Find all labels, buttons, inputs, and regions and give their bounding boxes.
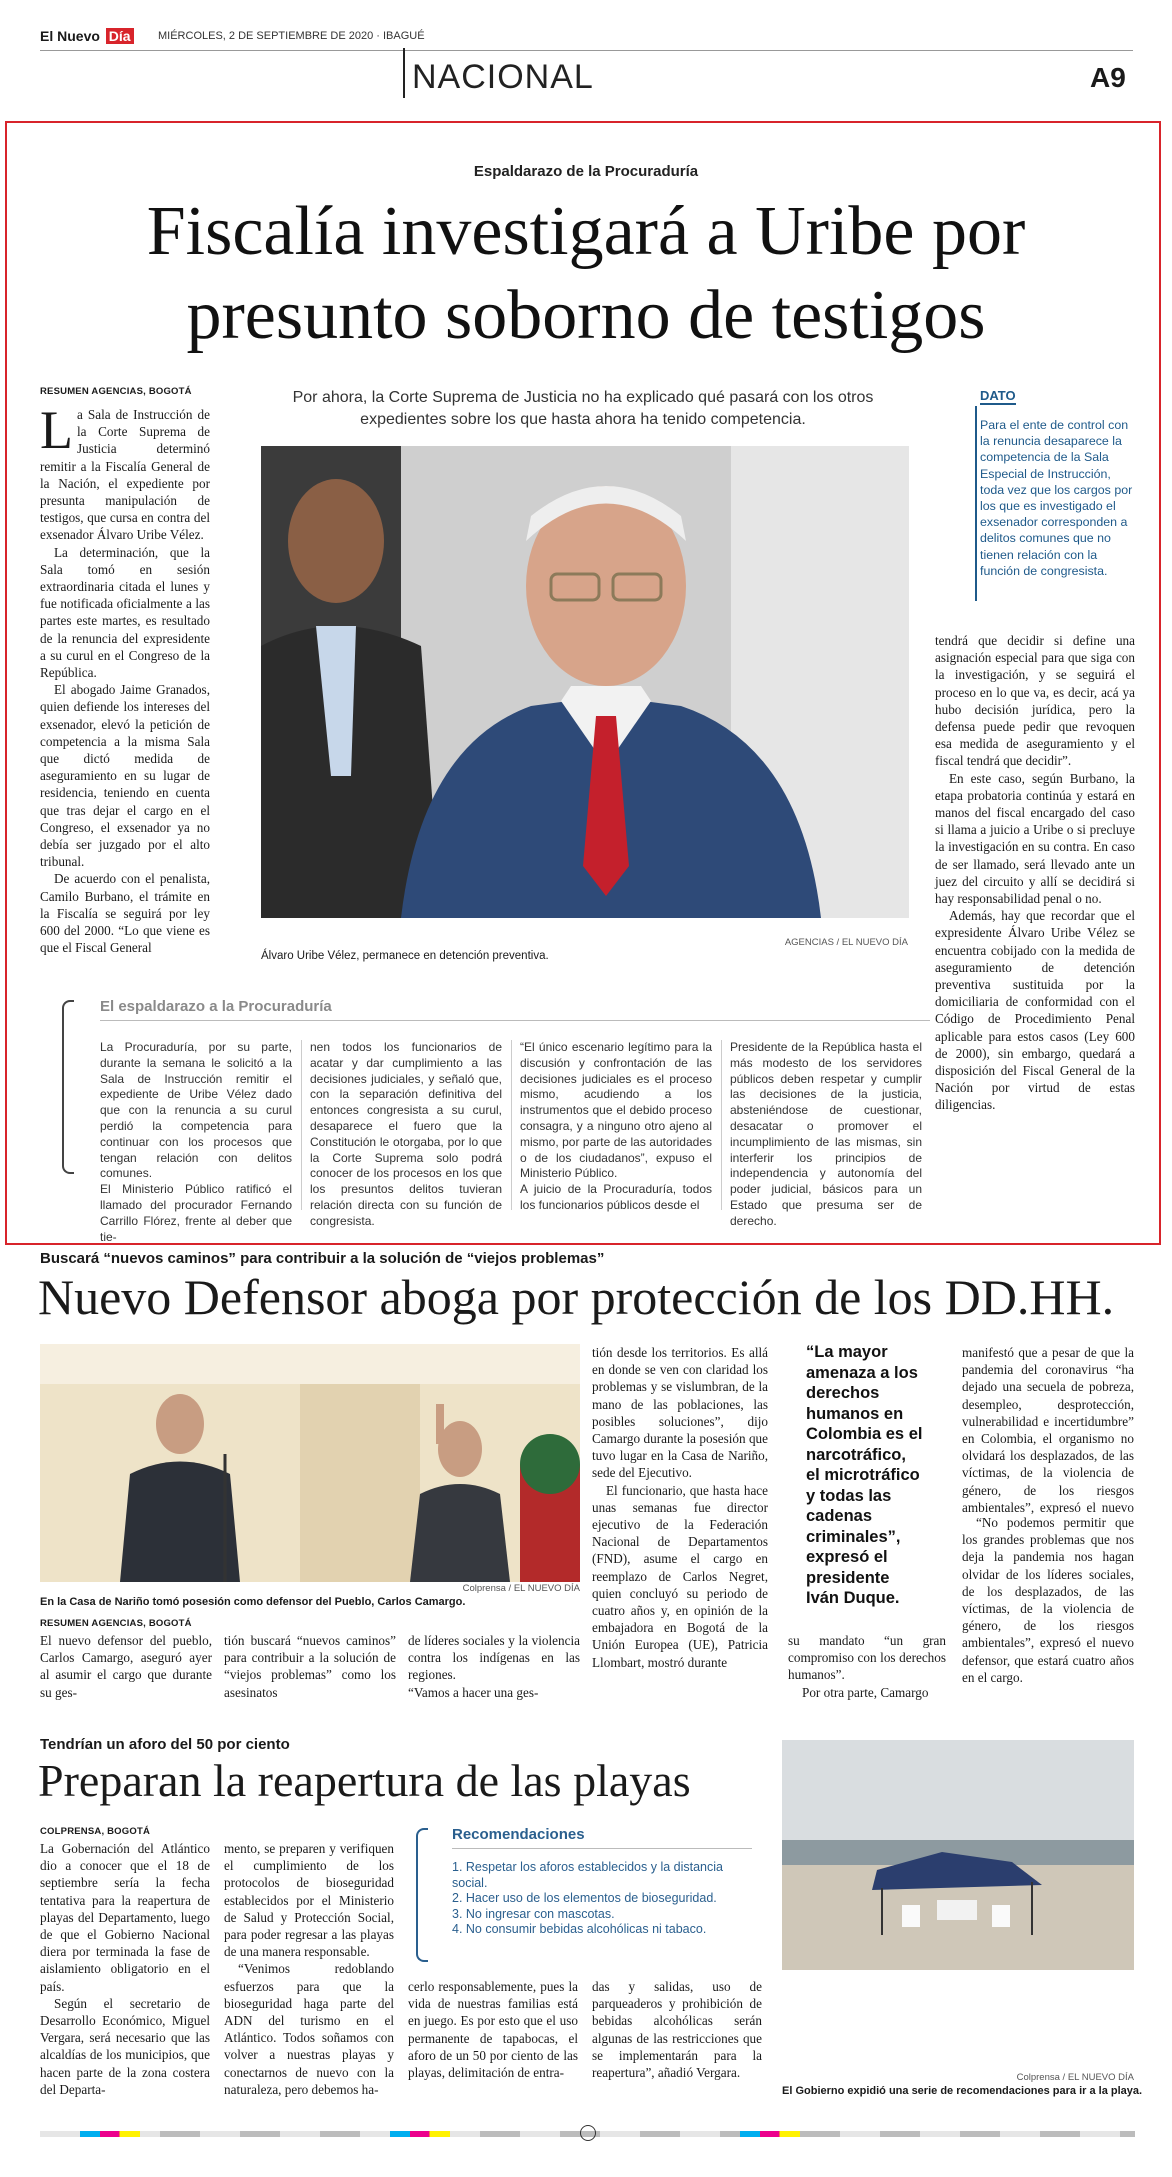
photo-caption: En la Casa de Nariño tomó posesión como defensor del Pueblo, Carlos Camargo. [40,1596,466,1608]
color-bar-mid [390,2131,450,2137]
box-title: El espaldarazo a la Procuraduría [100,998,332,1015]
dropcap: L [40,400,73,460]
paragraph: Según el secretario de Desarrollo Económico, Miguel Vergara, será necesario que las alcaldías de los municipios, que hacen parte de la zona costera del Departa- [40,1995,210,2097]
paragraph: La Gobernación del Atlántico dio a conocer que el 18 de septiembre sería la fecha tentativa para la reapertura de playas del Departamento, luego de que el Gobierno Nacional diera por terminada la fase de aislamiento obligatorio en el país. [40,1841,210,1994]
article3-byline: COLPRENSA, BOGOTÁ [40,1826,151,1837]
article3-column: das y salidas, uso de parqueaderos y prohibición de bebidas alcohólicas serán algunas de las restricciones que se implementarán para la reapertura”, añadió Vergara. [592,1979,762,2081]
box-divider [721,1040,722,1210]
photo-illustration [782,1740,1134,1970]
paragraph: mento, se preparen y verifiquen el cumplimiento de los protocolos de bioseguridad establecidos por el Ministerio de Salud y Protección Social, para poder regresar a las playas de una manera responsable. [224,1841,394,1960]
article3-column: cerlo responsablemente, pues la vida de nuestras familias está en juego. Es por esto que el uso permanente de tapabocas, el aforo de un 50 por ciento de las playas, delimitación de entra- [408,1979,578,2081]
paragraph: tendrá que decidir si define una asignación especial para que siga con la investigación, y se seguirá el proceso en lo que va, es decir, acá ya hubo decisión jurídica, pero la defensa puede pedir que revoquen esa medida de aseguramiento y el fiscal tendrá que decidir”. [935,633,1135,769]
section-divider [403,48,405,98]
article2-column [788,1632,946,1701]
box-column: “El único escenario legítimo para la discusión y confrontación de las decisiones judiciales es el proceso mismo, acudiendo a los instrumentos que el debido proceso consagra, y a ninguno otro ajeno al mismo, por parte de las autoridades o de los ciudadanos”, expuso el Ministerio Público. A juicio de la Procuraduría, todos los funcionarios públicos desde el [520,1040,712,1212]
photo-credit: AGENCIAS / EL NUEVO DÍA [784,937,908,948]
photo-caption: El Gobierno expidió una serie de recomendaciones para ir a la playa. [782,2085,1143,2097]
reco-item: 2. Hacer uso de los elementos de bioseguridad. [452,1891,717,1905]
box-bracket [62,1000,74,1174]
reco-title-rule [452,1848,752,1849]
paragraph [40,400,210,544]
photo-credit: Colprensa / EL NUEVO DÍA [1016,2072,1134,2083]
article1-byline: RESUMEN AGENCIAS, BOGOTÁ [40,386,192,397]
paragraph: “No podemos permitir que los grandes problemas que nos deja la pandemia nos hagan olvidar de los líderes sociales, de los desplazados, de las víctimas, de la violencia de género, de los riesgos ambientales”, expresó el nuevo defensor, que estará cuatro años en el cargo. [962,1515,1134,1685]
photo-illustration [261,446,909,918]
paragraph: “Venimos redoblando esfuerzos para que la bioseguridad haga parte del ADN del turismo en el Atlántico. Todos soñamos con volver a nuestras playas y conectarnos de nuevo con la naturaleza, pero debemos ha- [224,1961,394,2097]
article1-headline [0,190,1172,358]
reco-title: Recomendaciones [452,1826,585,1843]
photo-credit: Colprensa / EL NUEVO DÍA [462,1583,580,1594]
reco-item: 1. Respetar los aforos establecidos y la distancia social. [452,1860,723,1890]
paragraph-text: a Sala de Instrucción de la Corte Suprema de Justicia determinó remitir a la Fiscalía General de la Nación, el expediente por presunta manipulación de testigos, que cursa en contra del exsenador Álvaro Uribe Vélez. [40,407,210,543]
paragraph: La determinación, que la Sala tomó en sesión extraordinaria citada el lunes y fue notificada oficialmente a las partes este martes, es resultado de la renuncia del expresidente a su curul en el Congreso de la República. [40,544,210,681]
color-bar-left [80,2131,140,2137]
paragraph: Por otra parte, Camargo [802,1684,929,1700]
pull-quote: “La mayor amenaza a los derechos humanos en Colombia es el narcotráfico, el microtráfico y todas las cadenas criminales”, expresó el presidente Iván Duque. [806,1343,923,1607]
article1-column-right [935,632,1135,1114]
box-divider [301,1040,302,1210]
section-name: NACIONAL [412,58,594,96]
logo-text-accent: Día [106,28,134,44]
article3-column [224,1840,394,2098]
article2-column [962,1344,1134,1686]
photo-caption: Álvaro Uribe Vélez, permanece en detención preventiva. [261,950,549,962]
page-number: A9 [1090,62,1126,93]
article2-column: El nuevo defensor del pueblo, Carlos Camargo, aseguró ayer al asumir el cargo que durante su ges- [40,1633,212,1700]
registration-mark-icon [580,2125,596,2141]
dato-rule [975,406,977,601]
reco-item: 4. No consumir bebidas alcohólicas ni tabaco. [452,1922,707,1936]
article2-column [592,1344,768,1671]
article2-column: de líderes sociales y la violencia contra los indígenas en las regiones. “Vamos a hacer una ges- [408,1633,580,1700]
article1-deck: Por ahora, la Corte Suprema de Justicia no ha explicado qué pasará con los otros expedientes sobre los que hasta ahora ha tenido competencia. [292,389,874,428]
paragraph: manifestó que a pesar de que la pandemia del coronavirus “ha dejado una secuela de pobreza, desempleo, desprotección, vulnerabilidad e incertidumbre” en Colombia, el organismo no olvidará los desplazados, de las víctimas, de la violencia de género, de los riesgos ambientales”, expresó el nuevo [962,1345,1134,1514]
masthead [40,28,1140,48]
paragraph: De acuerdo con el penalista, Camilo Burbano, el trámite en la Fiscalía se seguirá por ley 600 del 2000. “Lo que viene es que el Fiscal General [40,871,210,956]
box-divider [511,1040,512,1210]
photo-illustration [40,1344,580,1582]
reco-bracket [416,1828,428,1962]
article2-byline: RESUMEN AGENCIAS, BOGOTÁ [40,1618,192,1629]
article2-photo [40,1344,580,1582]
dato-text: Para el ente de control con la renuncia desaparece la competencia de la Sala Especial de Instrucción, toda vez que los cargos por los que es investigado el exsenador corresponden a delitos comunes que no tienen relación con la función de congresista. [980,418,1133,578]
logo-text: El Nuevo [40,28,100,44]
paragraph: tión desde los territorios. Es allá en donde se ven con claridad los problemas y se vislumbran, de la mano de las poblaciones, las posibles soluciones”, dijo Camargo durante la posesión que tuvo lugar en la Casa de Nariño, sede del Ejecutivo. [592,1345,768,1481]
article3-photo [782,1740,1134,1970]
article2-headline: Nuevo Defensor aboga por protección de los DD.HH. [38,1269,1115,1325]
paragraph: En este caso, según Burbano, la etapa probatoria continúa y estará en manos del fiscal encargado del caso si llama a juicio a Uribe o si precluye la investigación en su contra. En caso de ser llamado, será llevado ante un juez del circuito y allí se decidirá si hay responsabilidad penal o no. [935,770,1135,907]
article2-column: tión buscará “nuevos caminos” para contribuir a la solución de “viejos problemas” como los asesinatos [224,1633,396,1700]
paragraph: Además, hay que recordar que el expresidente Álvaro Uribe Vélez se encuentra cobijado con la medida de aseguramiento de detención preventiva sustituida por la domiciliaria de conformidad con el Código de Procedimiento Penal aplicable para estos casos (Ley 600 de 2000), sin embargo, quedará a disposición del Fiscal General de la Nación por virtud de estas diligencias. [935,908,1135,1113]
dato-label: DATO [980,388,1016,403]
headline-line: presunto soborno de testigos [186,277,986,354]
article3-headline: Preparan la reapertura de las playas [38,1755,691,1806]
article3-column [40,1840,210,2098]
date-line: MIÉRCOLES, 2 DE SEPTIEMBRE DE 2020 · IBAGUÉ [158,30,425,42]
masthead-rule [40,50,1133,51]
headline-line: Fiscalía investigará a Uribe por [146,193,1026,270]
box-title-rule [100,1020,930,1021]
article1-column-left [40,400,210,957]
article3-kicker: Tendrían un aforo del 50 por ciento [40,1736,290,1753]
reco-list [452,1860,752,1938]
article2-kicker: Buscará “nuevos caminos” para contribuir a la solución de “viejos problemas” [40,1250,605,1267]
box-column: nen todos los funcionarios de acatar y dar cumplimiento a las decisiones judiciales, y señaló que, con la separación definitiva del entonces congresista a su curul, desaparece el fuero que la Constitución le otorgaba, por lo que la Corte Suprema solo podrá conocer de los procesos en los que los presuntos delitos tuvieran relación directa con su función de congresista. [310,1040,502,1228]
article1-kicker: Espaldarazo de la Procuraduría [473,163,699,180]
box-column: La Procuraduría, por su parte, durante la semana le solicitó a la Sala de Instrucción remitir el expediente de Uribe Vélez dado que con la renuncia a su curul perdió la competencia para continuar con los procesos que tengan relación con delitos comunes. El Ministerio Público ratificó el llamado del procurador Fernando Carrillo Flórez, frente al deber que tie- [100,1040,292,1244]
reco-item: 3. No ingresar con mascotas. [452,1906,615,1921]
paragraph: su mandato “un gran compromiso con los derechos humanos”. [788,1633,946,1683]
box-column: Presidente de la República hasta el más modesto de los servidores públicos deben respetar y cumplir las decisiones de la justicia, absteniéndose de cuestionar, desacatar o promover el incumplimiento de las mismas, sin interferir los principios de independencia y autonomía del poder judicial, básicos para un Estado que presuma ser de derecho. [730,1040,922,1228]
paragraph: El funcionario, que hasta hace unas semanas fue director ejecutivo de la Federación Nacional de Departamentos (FND), asume el cargo en reemplazo de Carlos Negret, quien concluyó su periodo de cuatro años y, en opinión de la embajadora en Bogotá de la Unión Europea (UE), Patricia Llombart, mostró durante [592,1482,768,1670]
article1-photo [261,446,909,918]
logo [40,28,134,44]
color-bar-right [740,2131,800,2137]
paragraph: El abogado Jaime Granados, quien defiende los intereses del exsenador, elevó la petición de competencia a la misma Sala que dictó medida de aseguramiento en su lugar de residencia, teniendo en cuenta que tras dejar el cargo en el Congreso, el exsenador ya no debía ser juzgado por el alto tribunal. [40,682,210,870]
